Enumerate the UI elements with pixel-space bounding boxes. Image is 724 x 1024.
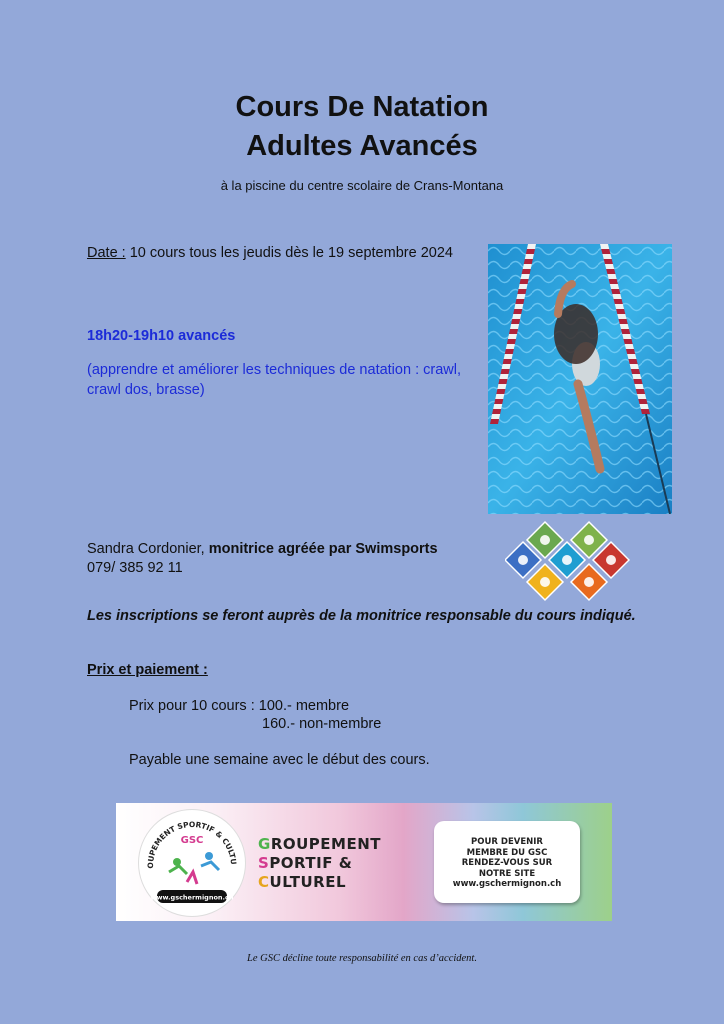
instructor-name: Sandra Cordonier,	[87, 541, 205, 557]
gsc-url-badge: www.gschermignon.ch	[150, 893, 234, 902]
payment-note: Payable une semaine avec le début des cours.	[129, 752, 430, 768]
instructor-role: monitrice agréée par Swimsports	[208, 541, 438, 557]
date-line	[87, 245, 453, 261]
inscriptions-note: Les inscriptions se feront auprès de la monitrice responsable du cours indiqué.	[87, 608, 636, 624]
gsc-abbrev: GSC	[180, 835, 204, 846]
date-label: Date :	[87, 245, 126, 261]
date-text: 10 cours tous les jeudis dès le 19 septembre 2024	[129, 245, 453, 261]
page-title-line1: Cours De Natation	[235, 91, 489, 123]
swimsports-logo	[505, 520, 630, 602]
sticker-line2: MEMBRE DU GSC	[466, 847, 548, 858]
page-subtitle: à la piscine du centre scolaire de Crans-Montana	[220, 178, 504, 193]
gsc-circle-text: OUPEMENT SPORTIF & CULTU	[145, 819, 239, 869]
sticker-url[interactable]: www.gschermignon.ch	[452, 879, 562, 889]
price-non-member: 160.- non-membre	[262, 716, 382, 732]
instructor-phone: 079/ 385 92 11	[87, 560, 183, 576]
course-time: 18h20-19h10 avancés	[87, 328, 236, 344]
price-member: Prix pour 10 cours : 100.- membre	[129, 698, 350, 714]
membership-sticker[interactable]	[434, 821, 580, 903]
disclaimer: Le GSC décline toute responsabilité en cas d’accident.	[247, 953, 477, 964]
gsc-name	[258, 835, 381, 892]
contact-block	[87, 540, 438, 578]
swimmer-photo	[488, 244, 672, 514]
pricing-heading: Prix et paiement :	[87, 662, 208, 678]
gsc-logo	[138, 809, 246, 917]
gsc-name-line1: ROUPEMENT	[270, 835, 381, 853]
gsc-name-line3: ULTUREL	[269, 873, 347, 891]
gsc-initial-g: G	[258, 835, 271, 853]
sticker-line3: RENDEZ-VOUS SUR	[461, 858, 553, 868]
course-description: (apprendre et améliorer les techniques de natation : crawl, crawl dos, brasse)	[87, 362, 461, 398]
gsc-banner	[116, 803, 612, 921]
sticker-line1: POUR DEVENIR	[471, 837, 543, 847]
page-title-line2: Adultes Avancés	[246, 130, 478, 162]
sticker-line4: NOTRE SITE	[478, 868, 536, 879]
gsc-name-line2: PORTIF &	[269, 854, 353, 872]
gsc-initial-s: S	[258, 854, 270, 872]
gsc-initial-c: C	[258, 873, 270, 891]
